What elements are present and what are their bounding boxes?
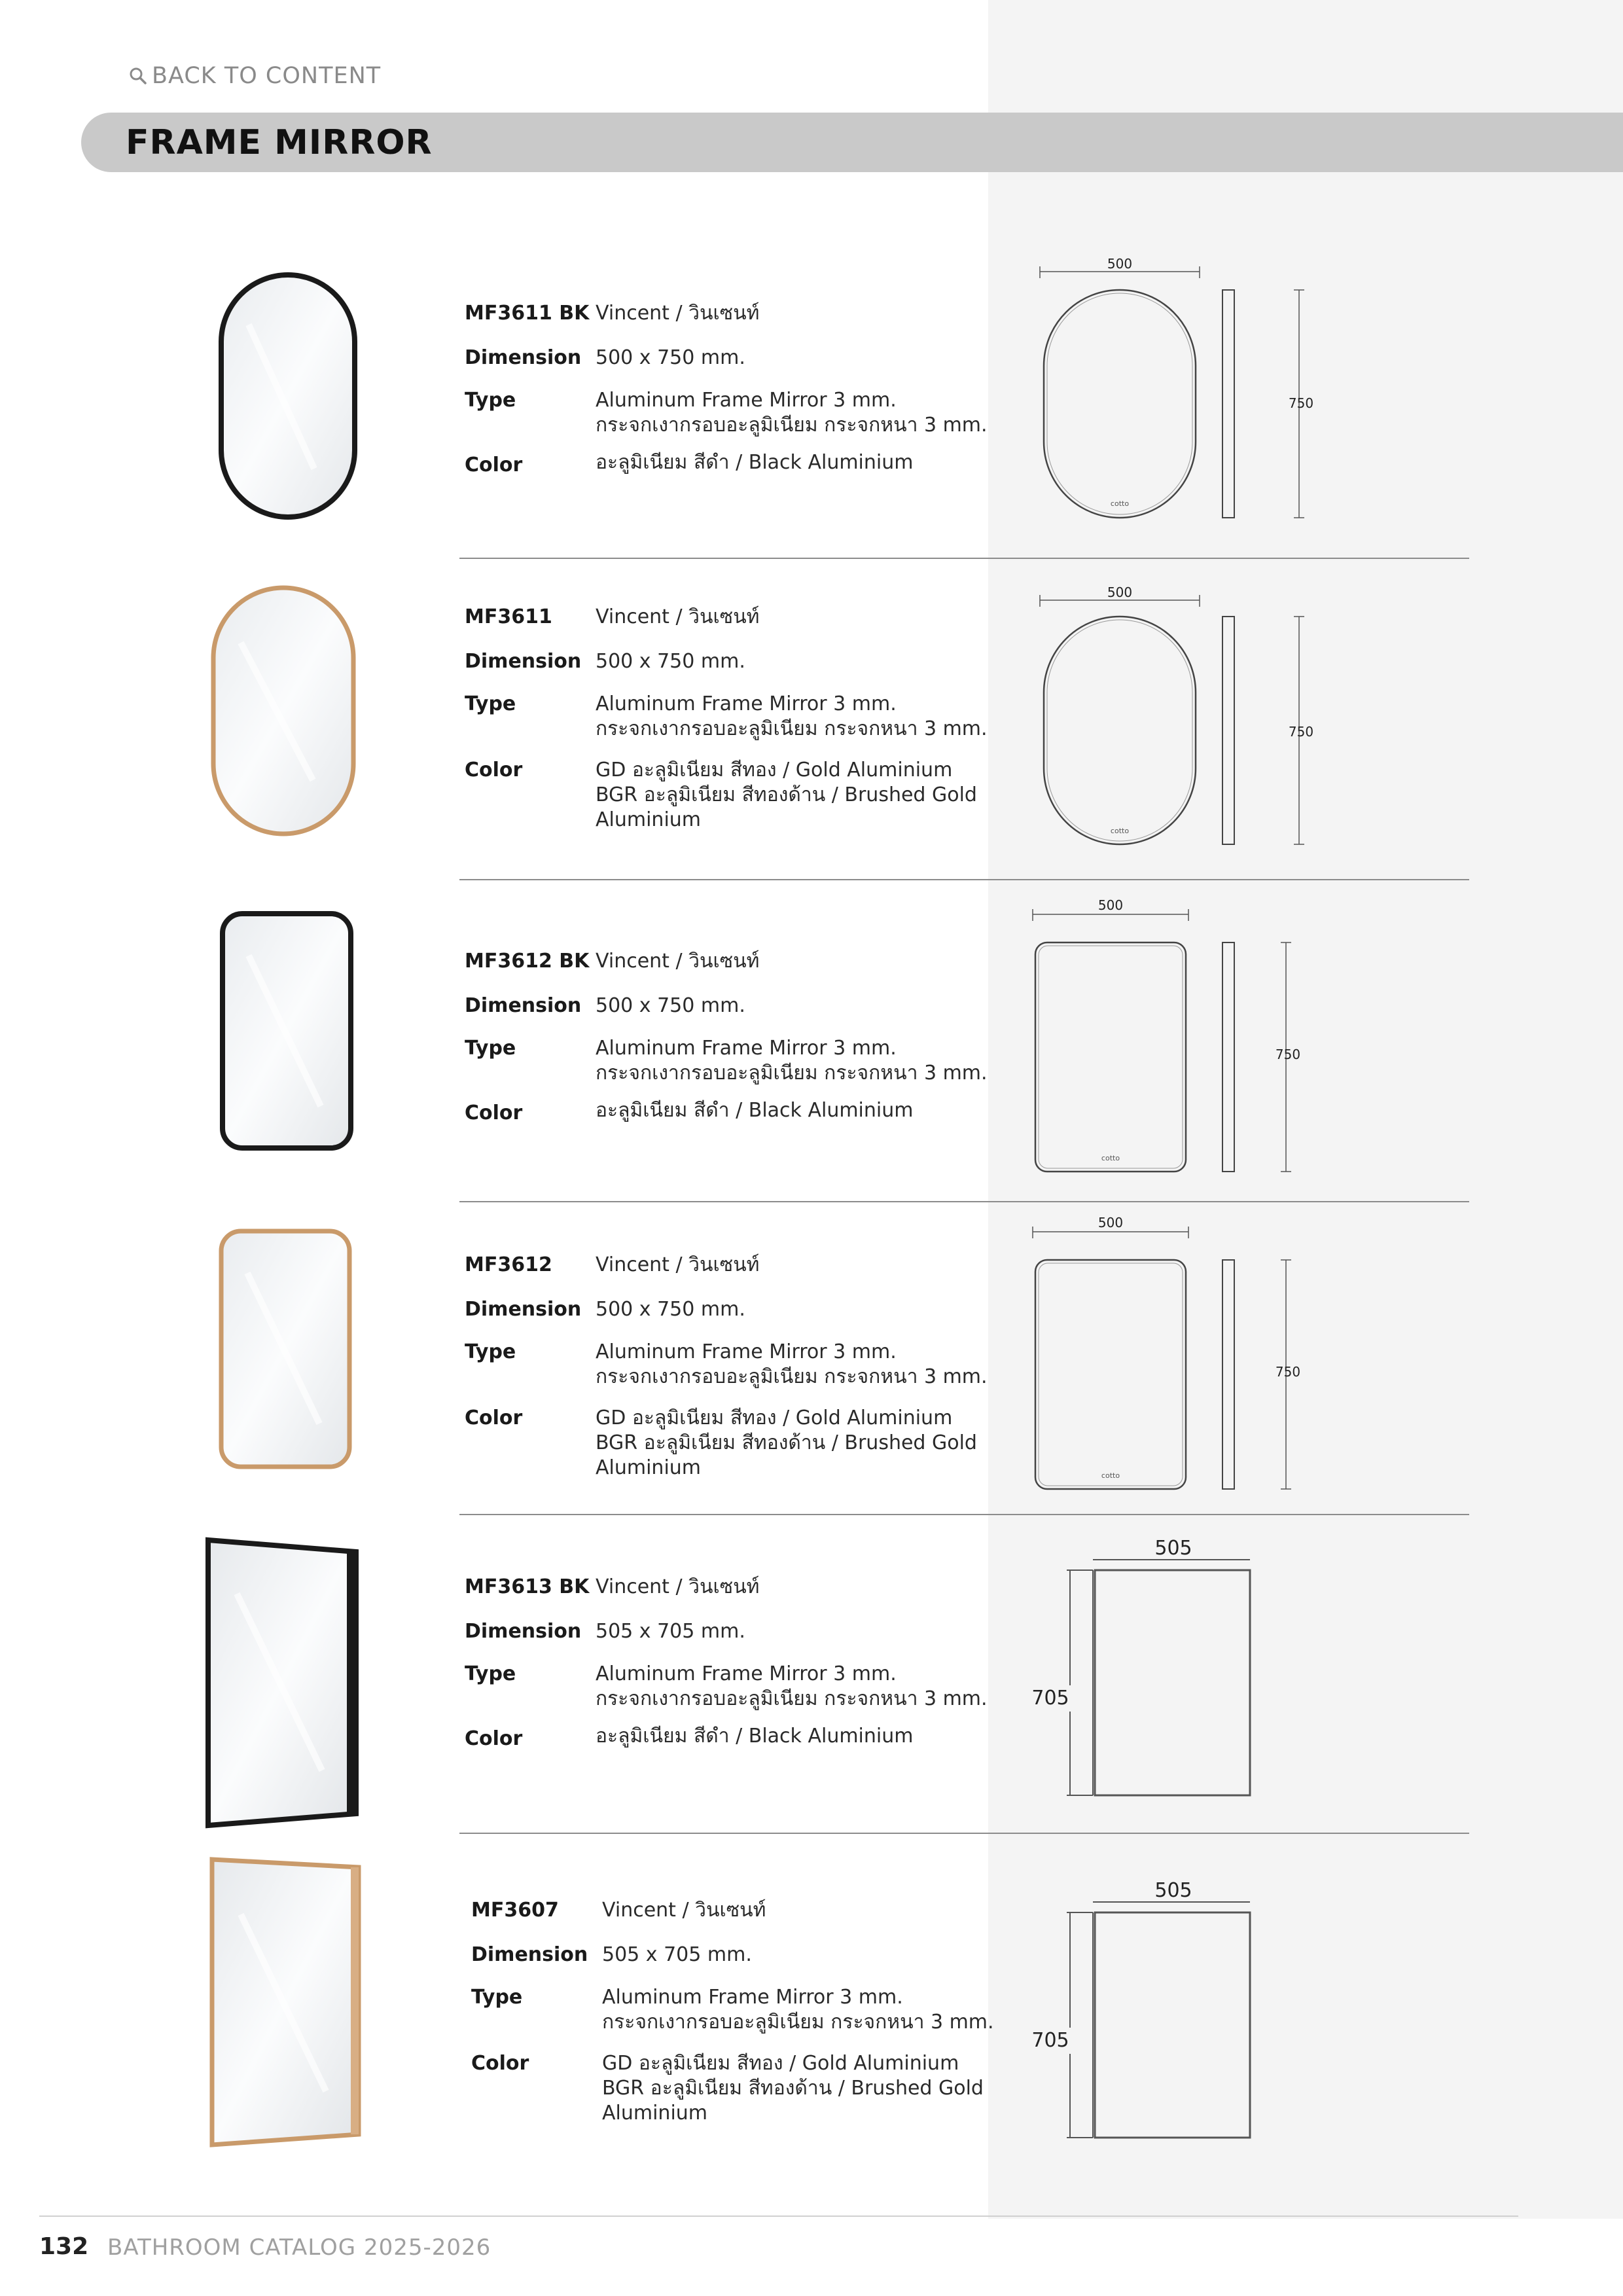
- type-th: กระจกเงากรอบอะลูมิเนียม กระจกหนา 3 mm.: [596, 1365, 988, 1388]
- color-line: อะลูมิเนียม สีดำ / Black Aluminium: [596, 451, 914, 474]
- type-en: Aluminum Frame Mirror 3 mm.: [596, 389, 897, 412]
- color-label: Color: [465, 1727, 523, 1750]
- color-line: GD อะลูมิเนียม สีทอง / Gold Aluminium: [596, 1407, 953, 1429]
- product-name: Vincent / วินเซนท์: [596, 1575, 760, 1598]
- color-label: Color: [465, 759, 523, 781]
- dimension-value: 505 x 705 mm.: [596, 1620, 745, 1643]
- black-rectangular-mirror-image: [204, 1535, 361, 1829]
- height-label: 750: [1275, 1364, 1301, 1380]
- width-label: 500: [1107, 256, 1133, 272]
- color-line: BGR อะลูมิเนียม สีทองด้าน / Brushed Gold: [596, 783, 977, 806]
- color-line: GD อะลูมิเนียม สีทอง / Gold Aluminium: [596, 759, 953, 781]
- width-label: 500: [1107, 584, 1133, 600]
- type-en: Aluminum Frame Mirror 3 mm.: [596, 692, 897, 715]
- dimension-value: 505 x 705 mm.: [602, 1943, 752, 1966]
- brand-mark: cotto: [1101, 1154, 1120, 1162]
- black-oval-mirror-image: [216, 272, 360, 520]
- section-title-bar: [81, 113, 1623, 172]
- product-code: MF3607: [471, 1899, 559, 1922]
- height-label: 705: [1031, 1687, 1069, 1710]
- height-label: 705: [1031, 2029, 1069, 2052]
- row-divider: [459, 1201, 1469, 1202]
- technical-drawing: [1027, 1211, 1315, 1499]
- product-name: Vincent / วินเซนท์: [596, 605, 760, 628]
- row-divider: [459, 1833, 1469, 1834]
- section-title: FRAME MIRROR: [126, 123, 433, 162]
- width-label: 500: [1097, 1215, 1124, 1230]
- dimension-label: Dimension: [465, 650, 582, 673]
- type-en: Aluminum Frame Mirror 3 mm.: [602, 1986, 903, 2009]
- type-th: กระจกเงากรอบอะลูมิเนียม กระจกหนา 3 mm.: [596, 1687, 988, 1710]
- row-divider: [459, 879, 1469, 880]
- type-th: กระจกเงากรอบอะลูมิเนียม กระจกหนา 3 mm.: [596, 414, 988, 437]
- type-th: กระจกเงากรอบอะลูมิเนียม กระจกหนา 3 mm.: [596, 1062, 988, 1085]
- dimension-value: 500 x 750 mm.: [596, 994, 745, 1017]
- width-label: 500: [1097, 897, 1124, 913]
- product-name: Vincent / วินเซนท์: [596, 302, 760, 325]
- page-number: 132: [39, 2233, 89, 2260]
- technical-drawing: [1031, 252, 1319, 527]
- type-label: Type: [465, 389, 516, 412]
- type-en: Aluminum Frame Mirror 3 mm.: [596, 1662, 897, 1685]
- type-label: Type: [465, 1662, 516, 1685]
- back-to-content-link[interactable]: [128, 63, 381, 89]
- type-label: Type: [465, 692, 516, 715]
- row-divider: [459, 1514, 1469, 1515]
- product-name: Vincent / วินเซนท์: [602, 1899, 766, 1922]
- type-label: Type: [471, 1986, 523, 2009]
- color-label: Color: [465, 1407, 523, 1429]
- height-label: 750: [1275, 1047, 1301, 1062]
- product-name: Vincent / วินเซนท์: [596, 950, 760, 973]
- gold-rectangular-mirror-image: [208, 1856, 363, 2149]
- black-rect-mirror-image: [216, 910, 357, 1152]
- color-line: GD อะลูมิเนียม สีทอง / Gold Aluminium: [602, 2052, 959, 2075]
- height-label: 750: [1288, 395, 1314, 411]
- technical-drawing: [1027, 893, 1315, 1181]
- type-label: Type: [465, 1037, 516, 1060]
- type-en: Aluminum Frame Mirror 3 mm.: [596, 1037, 897, 1060]
- color-line: BGR อะลูมิเนียม สีทองด้าน / Brushed Gold: [596, 1431, 977, 1454]
- color-label: Color: [465, 454, 523, 476]
- product-code: MF3613 BK: [465, 1575, 590, 1598]
- type-th: กระจกเงากรอบอะลูมิเนียม กระจกหนา 3 mm.: [602, 2011, 994, 2034]
- technical-drawing: [1021, 1877, 1270, 2145]
- technical-drawing: [1031, 581, 1319, 855]
- dimension-label: Dimension: [465, 994, 582, 1017]
- product-code: MF3612 BK: [465, 950, 590, 973]
- product-code: MF3612: [465, 1253, 552, 1276]
- type-label: Type: [465, 1340, 516, 1363]
- dimension-label: Dimension: [465, 1298, 582, 1321]
- width-label: 505: [1154, 1879, 1192, 1902]
- color-label: Color: [465, 1102, 523, 1124]
- height-label: 750: [1288, 724, 1314, 740]
- gold-rect-mirror-image: [215, 1227, 355, 1471]
- color-line: อะลูมิเนียม สีดำ / Black Aluminium: [596, 1725, 914, 1748]
- dimension-label: Dimension: [465, 346, 582, 369]
- dimension-label: Dimension: [465, 1620, 582, 1643]
- brand-mark: cotto: [1110, 827, 1130, 835]
- color-line: BGR อะลูมิเนียม สีทองด้าน / Brushed Gold: [602, 2077, 984, 2100]
- color-line: Aluminium: [596, 1456, 702, 1479]
- color-label: Color: [471, 2052, 529, 2075]
- dimension-value: 500 x 750 mm.: [596, 1298, 745, 1321]
- technical-drawing: [1021, 1535, 1270, 1803]
- dimension-value: 500 x 750 mm.: [596, 650, 745, 673]
- footer-divider: [39, 2215, 1518, 2217]
- product-code: MF3611 BK: [465, 302, 590, 325]
- color-line: อะลูมิเนียม สีดำ / Black Aluminium: [596, 1099, 914, 1122]
- product-code: MF3611: [465, 605, 552, 628]
- gold-oval-mirror-image: [208, 584, 359, 838]
- row-divider: [459, 558, 1469, 559]
- search-icon: [128, 66, 148, 86]
- back-link-label: BACK TO CONTENT: [152, 63, 382, 89]
- type-en: Aluminum Frame Mirror 3 mm.: [596, 1340, 897, 1363]
- brand-mark: cotto: [1101, 1471, 1120, 1480]
- color-line: Aluminium: [596, 808, 702, 831]
- brand-mark: cotto: [1110, 499, 1130, 508]
- width-label: 505: [1154, 1537, 1192, 1560]
- color-line: Aluminium: [602, 2102, 708, 2125]
- catalog-title: BATHROOM CATALOG 2025-2026: [107, 2234, 491, 2261]
- type-th: กระจกเงากรอบอะลูมิเนียม กระจกหนา 3 mm.: [596, 717, 988, 740]
- dimension-label: Dimension: [471, 1943, 588, 1966]
- dimension-value: 500 x 750 mm.: [596, 346, 745, 369]
- product-name: Vincent / วินเซนท์: [596, 1253, 760, 1276]
